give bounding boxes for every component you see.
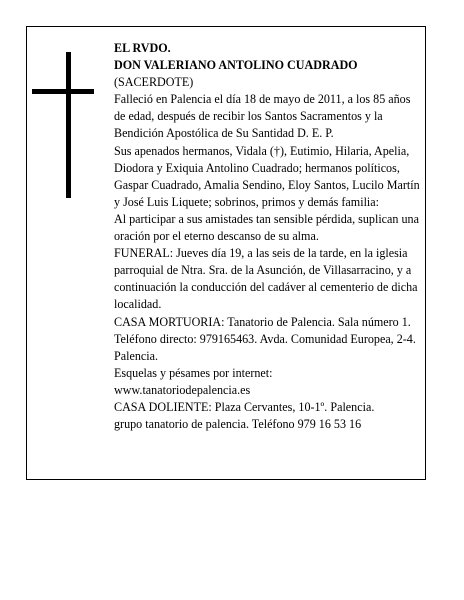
cross-vertical-bar	[66, 52, 71, 198]
death-notice: Falleció en Palencia el día 18 de mayo de 2011, a los 85 años de edad, después de recibir los Santos Sacramentos y la Bendición Apostólica de Su Santidad D. E. P.	[114, 92, 411, 141]
funeral-group-contact: grupo tanatorio de palencia. Teléfono 979 16 53 16	[114, 417, 362, 432]
online-condolences-label: Esquelas y pésames por internet:	[114, 365, 273, 380]
mourning-house-info: CASA DOLIENTE: Plaza Cervantes, 10-1º. Palencia.	[114, 399, 375, 414]
deceased-role: (SACERDOTE)	[114, 75, 194, 90]
mortuary-info: CASA MORTUORIA: Tanatorio de Palencia. Sala número 1. Teléfono directo: 979165463. Avda. Comunidad Europea, 2-4. Palencia.	[114, 314, 416, 363]
family-list: Sus apenados hermanos, Vidala (†), Eutimio, Hilaria, Apelia, Diodora y Exiquia Antolino Cuadrado; hermanos políticos, Gaspar Cuadrado, Amalia Sendino, Eloy Santos, Lucilo Martín y José Luis Liquete; sobrinos, primos y demás familia:	[114, 143, 420, 209]
latin-cross-icon	[32, 52, 94, 198]
obituary-text	[114, 40, 424, 433]
website-link: www.tanatoriodepalencia.es	[114, 382, 251, 397]
prayer-request: Al participar a sus amistades tan sensible pérdida, suplican una oración por el eterno descanso de su alma.	[114, 211, 419, 244]
cross-horizontal-bar	[32, 89, 94, 94]
title-line: EL RVDO.	[114, 41, 171, 55]
deceased-name: DON VALERIANO ANTOLINO CUADRADO	[114, 58, 358, 73]
funeral-info: FUNERAL: Jueves día 19, a las seis de la tarde, en la iglesia parroquial de Ntra. Sra. de la Asunción, de Villasarracino, y a continuación la conducción del cadáver al cementerio de dicha localidad.	[114, 246, 418, 312]
